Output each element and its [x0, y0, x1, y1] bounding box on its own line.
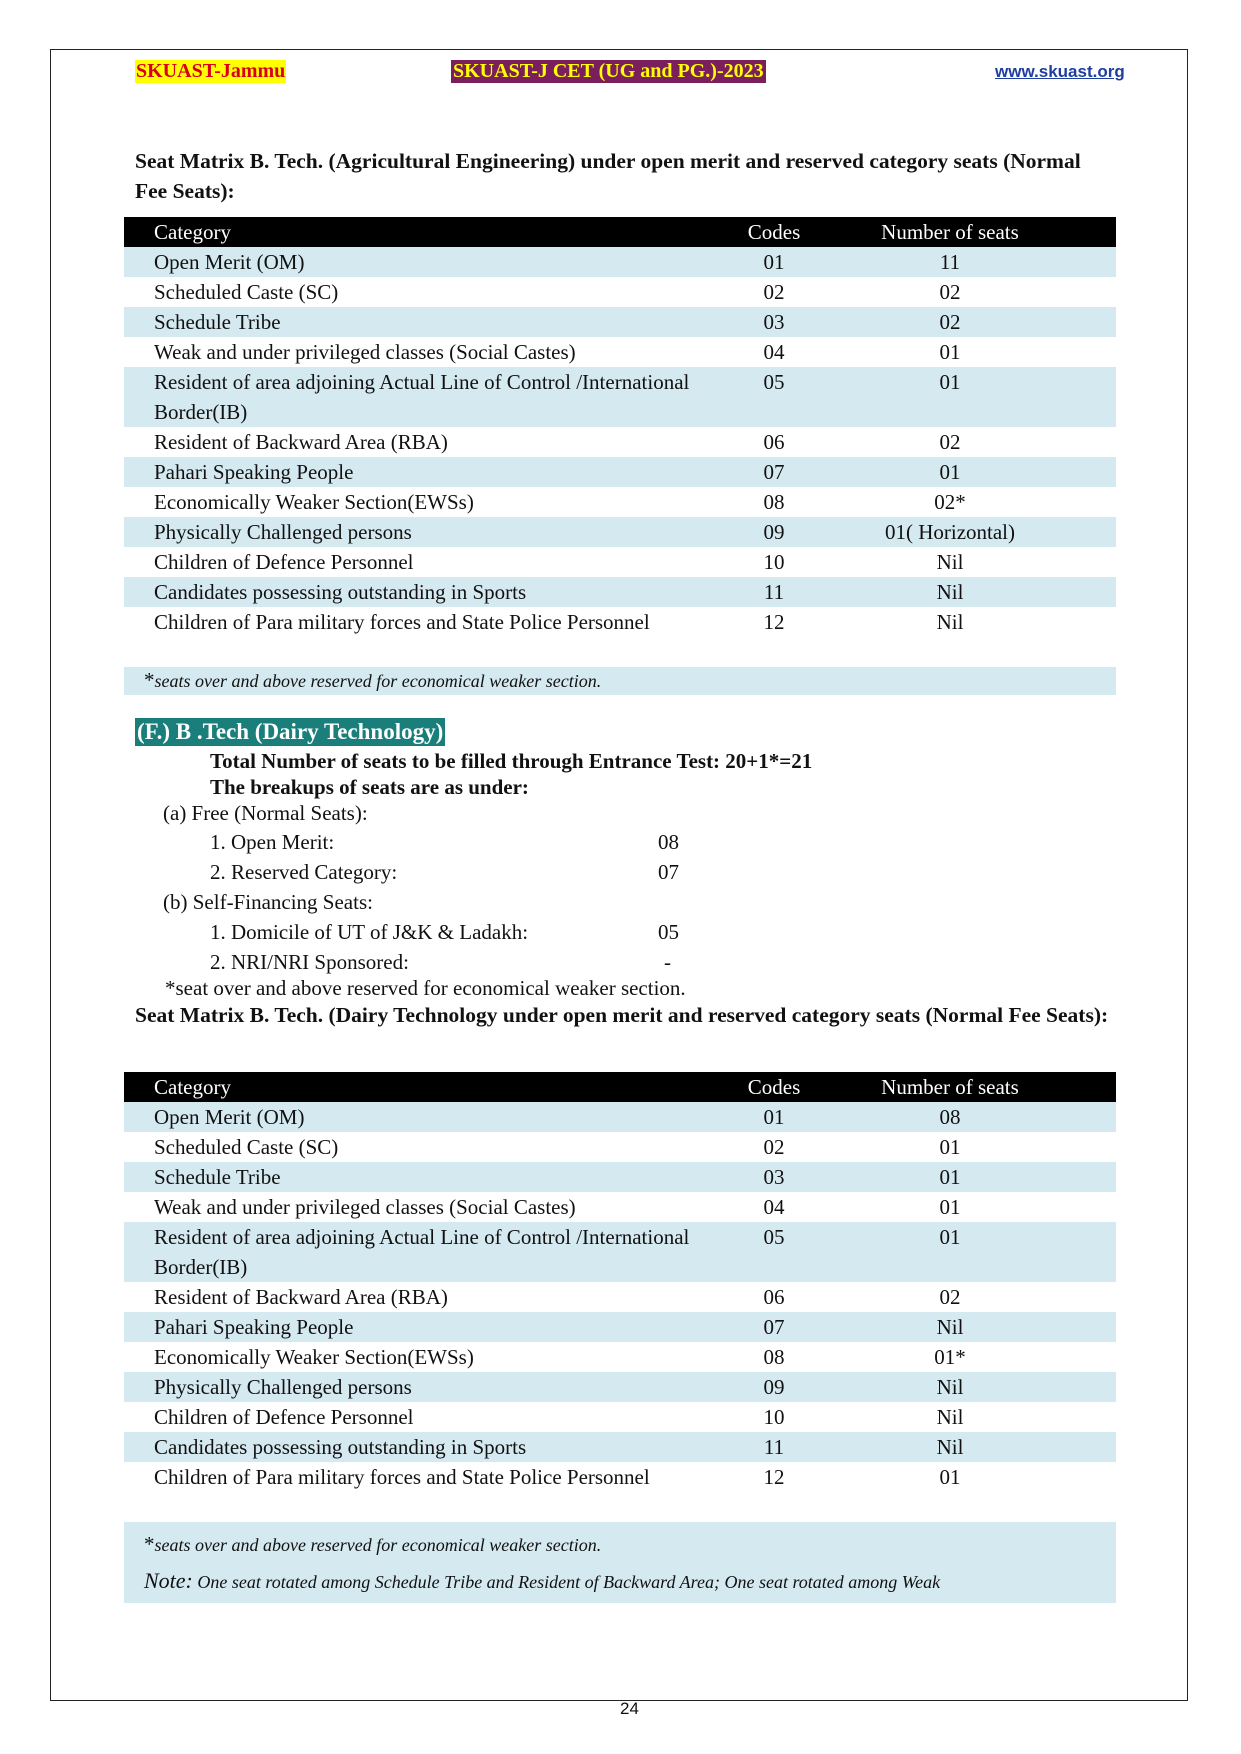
row-code: 09	[714, 1372, 834, 1402]
row-seats: 01	[834, 367, 1116, 427]
row-code: 06	[763, 1285, 785, 1309]
row-category: Physically Challenged persons	[124, 1372, 714, 1402]
note-lead: Note:	[144, 1568, 193, 1593]
dairy-seat-matrix-table	[124, 1072, 1116, 1567]
dairy-section-heading: (F.) B .Tech (Dairy Technology)	[137, 719, 444, 744]
table-header-row	[124, 1072, 1116, 1102]
table-row	[124, 1372, 1116, 1402]
agri-seat-matrix-table	[124, 217, 1116, 695]
row-code: 02	[763, 1135, 785, 1159]
row-seats: Nil	[834, 577, 1116, 607]
row-category: Children of Para military forces and State Police Personnel	[154, 1465, 650, 1489]
header-exam-title: SKUAST-J CET (UG and PG.)-2023	[453, 60, 764, 82]
table-row	[124, 307, 1116, 337]
row-code: 12	[763, 610, 785, 634]
row-seats: Nil	[936, 1405, 964, 1429]
row-code: 01	[714, 247, 834, 277]
agri-section-title: Seat Matrix B. Tech. (Agricultural Engineering) under open merit and reserved category seats (Normal Fee Seats):	[135, 149, 1081, 203]
row-category: Open Merit (OM)	[124, 1102, 714, 1132]
row-category: Schedule Tribe	[124, 1162, 714, 1192]
table-header-row	[124, 217, 1116, 247]
table-row	[124, 1162, 1116, 1192]
row-seats: 01*	[934, 1345, 966, 1369]
table-row	[124, 457, 1116, 487]
row-seats: Nil	[834, 1432, 1116, 1462]
row-code: 05	[714, 367, 834, 427]
table-row	[124, 1462, 1116, 1522]
row-category: Children of Defence Personnel	[154, 1405, 414, 1429]
row-code: 03	[714, 1162, 834, 1192]
row-seats: Nil	[834, 1312, 1116, 1342]
row-category: Resident of Backward Area (RBA)	[154, 430, 448, 454]
row-category: Pahari Speaking People	[124, 457, 714, 487]
table-row	[124, 367, 1116, 427]
table-row	[124, 1102, 1116, 1132]
table-row	[124, 577, 1116, 607]
row-seats: Nil	[834, 1372, 1116, 1402]
table-row	[124, 427, 1116, 457]
row-seats: 01	[939, 1465, 961, 1489]
row-code: 11	[714, 1432, 834, 1462]
row-code: 06	[763, 430, 785, 454]
row-category: Resident of area adjoining Actual Line of Control /International Border(IB)	[124, 367, 714, 427]
footnote: *seats over and above reserved for economical weaker section.	[124, 1522, 1116, 1567]
row-category: Children of Para military forces and State Police Personnel	[154, 610, 650, 634]
row-seats: 02*	[934, 490, 966, 514]
ews-note: *seat over and above reserved for economical weaker section.	[165, 976, 686, 1000]
table-row	[124, 487, 1116, 517]
row-code: 10	[763, 550, 785, 574]
row-seats: 01	[939, 1195, 961, 1219]
row-seats: 08	[834, 1102, 1116, 1132]
row-code: 05	[714, 1222, 834, 1282]
row-code: 10	[763, 1405, 785, 1429]
table-row	[124, 1192, 1116, 1222]
row-code: 02	[763, 280, 785, 304]
table-row	[124, 547, 1116, 577]
row-code: 11	[714, 577, 834, 607]
table-row	[124, 337, 1116, 367]
dairy-total-seats: Total Number of seats to be filled through Entrance Test: 20+1*=21	[210, 749, 813, 773]
row-code: 04	[763, 1195, 785, 1219]
reserved-category-label: 2. Reserved Category:	[210, 860, 398, 884]
row-seats: 01	[939, 1135, 961, 1159]
row-category: Resident of area adjoining Actual Line of Control /International Border(IB)	[124, 1222, 714, 1282]
row-category: Open Merit (OM)	[124, 247, 714, 277]
column-header-category: Category	[124, 1072, 714, 1102]
footnote: *seats over and above reserved for economical weaker section.	[124, 667, 1116, 695]
row-category: Economically Weaker Section(EWSs)	[154, 1345, 474, 1369]
row-category: Scheduled Caste (SC)	[154, 280, 339, 304]
domicile-value: 05	[658, 920, 679, 944]
dairy-section-title: Seat Matrix B. Tech. (Dairy Technology under open merit and reserved category seats (Normal Fee Seats):	[135, 1003, 1109, 1027]
row-code: 12	[763, 1465, 785, 1489]
table-row	[124, 1132, 1116, 1162]
row-code: 08	[763, 1345, 785, 1369]
self-financing-label: (b) Self-Financing Seats:	[163, 890, 373, 914]
table-row	[124, 1402, 1116, 1432]
row-category: Pahari Speaking People	[124, 1312, 714, 1342]
row-category: Weak and under privileged classes (Social Castes)	[154, 340, 576, 364]
table-row	[124, 247, 1116, 277]
row-category: Resident of Backward Area (RBA)	[154, 1285, 448, 1309]
header-institution: SKUAST-Jammu	[136, 60, 286, 82]
row-seats: 01	[834, 1162, 1116, 1192]
column-header-category: Category	[124, 217, 714, 247]
table-row	[124, 607, 1116, 667]
row-code: 07	[714, 457, 834, 487]
row-code: 08	[763, 490, 785, 514]
column-header-seats: Number of seats	[834, 217, 1116, 247]
table-row	[124, 1222, 1116, 1282]
row-seats: 01	[834, 1222, 1116, 1282]
row-category: Children of Defence Personnel	[154, 550, 414, 574]
column-header-seats: Number of seats	[834, 1072, 1116, 1102]
row-category: Candidates possessing outstanding in Sports	[124, 577, 714, 607]
dairy-breakups-heading: The breakups of seats are as under:	[210, 775, 529, 799]
table-row	[124, 1432, 1116, 1462]
row-seats: 01	[834, 457, 1116, 487]
column-header-codes: Codes	[714, 217, 834, 247]
note-text: One seat rotated among Schedule Tribe and Resident of Backward Area; One seat rotated among Weak	[197, 1572, 941, 1592]
page-number: 24	[620, 1699, 639, 1718]
row-seats: 01( Horizontal)	[834, 517, 1116, 547]
row-code: 09	[714, 517, 834, 547]
table-row	[124, 1282, 1116, 1312]
row-code: 07	[714, 1312, 834, 1342]
domicile-label: 1. Domicile of UT of J&K & Ladakh:	[210, 920, 529, 944]
row-category: Candidates possessing outstanding in Sports	[124, 1432, 714, 1462]
nri-value: -	[664, 950, 671, 974]
column-header-codes: Codes	[714, 1072, 834, 1102]
row-seats: 02	[939, 430, 961, 454]
table-footnote-row	[124, 667, 1116, 695]
nri-label: 2. NRI/NRI Sponsored:	[210, 950, 409, 974]
row-code: 01	[714, 1102, 834, 1132]
table-row	[124, 1342, 1116, 1372]
row-code: 04	[763, 340, 785, 364]
row-seats: 01	[939, 340, 961, 364]
open-merit-label: 1. Open Merit:	[210, 830, 335, 854]
row-seats: 02	[834, 307, 1116, 337]
row-category: Schedule Tribe	[124, 307, 714, 337]
row-seats: Nil	[936, 610, 964, 634]
header-website-link[interactable]: www.skuast.org	[995, 62, 1125, 81]
table-row	[124, 517, 1116, 547]
row-seats: Nil	[936, 550, 964, 574]
row-seats: 02	[939, 280, 961, 304]
table-row	[124, 277, 1116, 307]
row-category: Physically Challenged persons	[124, 517, 714, 547]
reserved-category-value: 07	[658, 860, 679, 884]
table-row	[124, 1312, 1116, 1342]
row-code: 03	[714, 307, 834, 337]
row-seats: 02	[939, 1285, 961, 1309]
row-seats: 11	[834, 247, 1116, 277]
row-category: Economically Weaker Section(EWSs)	[154, 490, 474, 514]
row-category: Scheduled Caste (SC)	[154, 1135, 339, 1159]
rotation-note	[124, 1559, 1116, 1603]
open-merit-value: 08	[658, 830, 679, 854]
free-seats-label: (a) Free (Normal Seats):	[163, 801, 368, 825]
row-category: Weak and under privileged classes (Social Castes)	[154, 1195, 576, 1219]
